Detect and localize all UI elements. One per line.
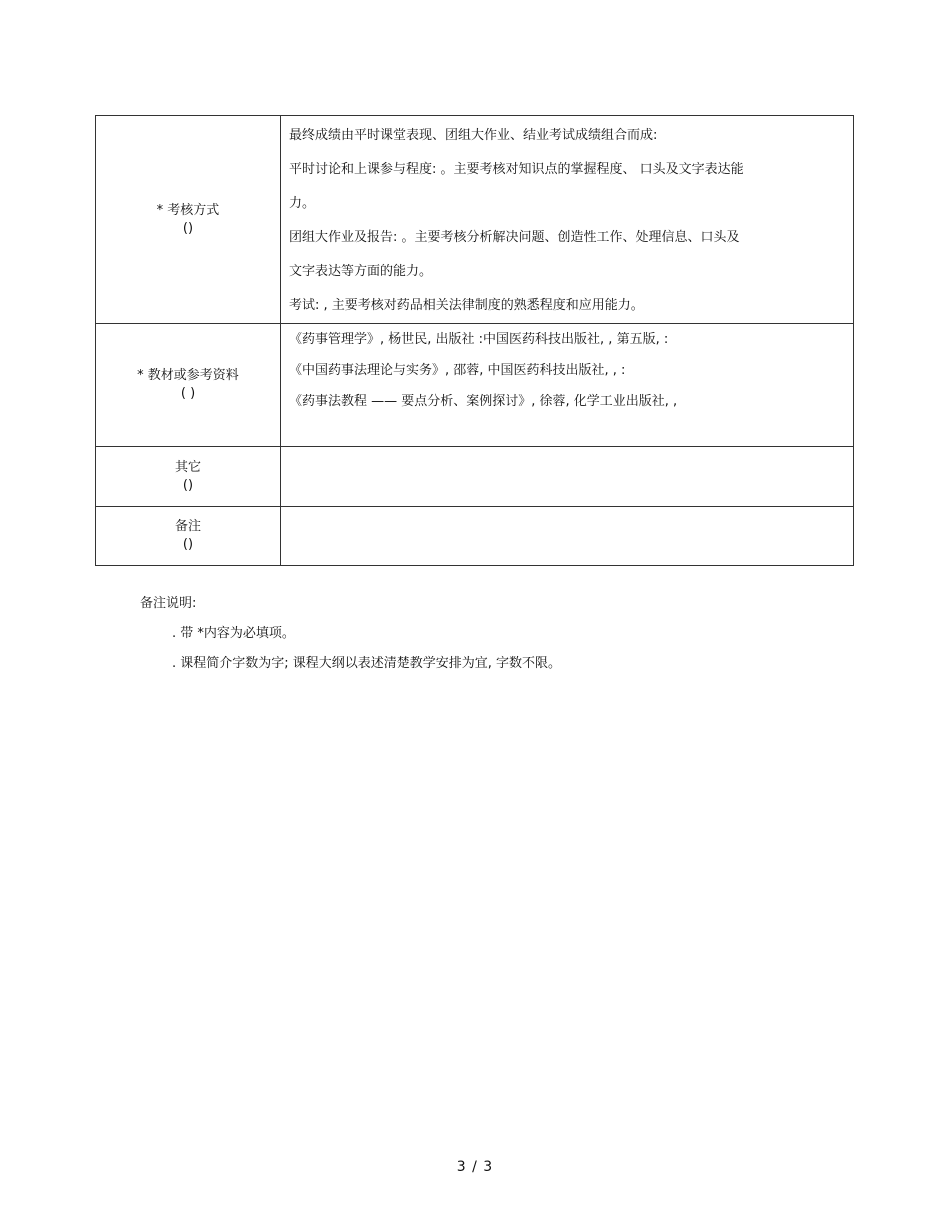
materials-text — [289, 324, 845, 417]
note-item: . 课程简介字数为字; 课程大纲以表述清楚教学安排为宜, 字数不限。 — [172, 656, 562, 671]
assessment-content-cell — [281, 116, 854, 324]
materials-label: * 教材或参考资料 — [137, 368, 239, 383]
reference-book: 《药事管理学》, 杨世民, 出版社 :中国医药科技出版社, , 第五版, : — [289, 332, 669, 347]
notes-section — [140, 589, 561, 679]
assessment-row — [96, 116, 854, 324]
materials-row — [96, 324, 854, 447]
assessment-label-cell — [96, 116, 281, 324]
assessment-line: 考试: , 主要考核对药品相关法律制度的熟悉程度和应用能力。 — [289, 298, 644, 313]
materials-label-cell — [96, 324, 281, 447]
remark-label: 备注 — [174, 519, 201, 534]
other-content-cell — [281, 447, 854, 507]
course-info-table — [95, 115, 854, 566]
other-label: 其它 — [174, 459, 201, 475]
reference-book: 《中国药事法理论与实务》, 邵蓉, 中国医药科技出版社, , : — [289, 363, 626, 378]
other-label-cell — [96, 447, 281, 507]
remark-row — [96, 507, 854, 566]
other-label-sub: () — [182, 477, 194, 493]
assessment-line: 文字表达等方面的能力。 — [289, 264, 433, 279]
other-row — [96, 447, 854, 507]
materials-content-cell — [281, 324, 854, 447]
assessment-text — [289, 116, 845, 323]
assessment-line: 最终成绩由平时课堂表现、团组大作业、结业考试成绩组合而成: — [289, 128, 658, 143]
materials-label-sub: ( ) — [180, 386, 196, 401]
assessment-label-sub: () — [182, 220, 194, 236]
assessment-label: * 考核方式 — [156, 202, 220, 218]
remark-label-sub: () — [182, 537, 194, 552]
remark-label-cell — [96, 507, 281, 566]
assessment-line: 团组大作业及报告: 。主要考核分析解决问题、创造性工作、处理信息、口头及 — [289, 230, 740, 245]
notes-title: 备注说明: — [140, 596, 197, 611]
assessment-line: 力。 — [289, 196, 316, 211]
assessment-line: 平时讨论和上课参与程度: 。主要考核对知识点的掌握程度、 口头及文字表达能 — [289, 162, 744, 177]
note-item: . 带 *内容为必填项。 — [172, 626, 295, 641]
remark-content-cell — [281, 507, 854, 566]
page-number: 3 / 3 — [456, 1159, 494, 1175]
reference-book: 《药事法教程 —— 要点分析、案例探讨》, 徐蓉, 化学工业出版社, , — [289, 394, 678, 409]
